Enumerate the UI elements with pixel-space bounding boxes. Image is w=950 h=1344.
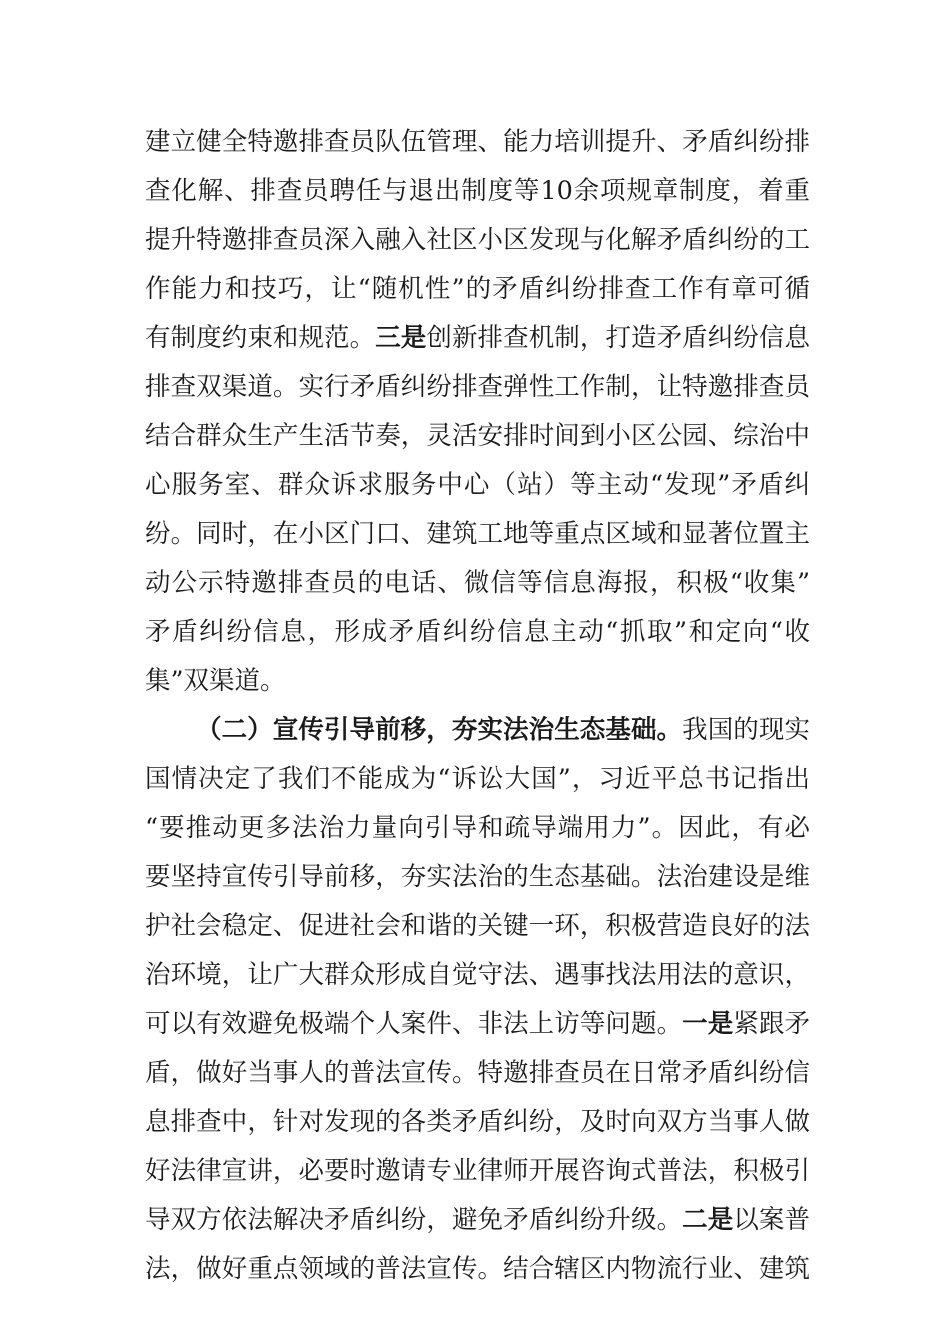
text-line — [145, 853, 810, 902]
text-segment: 纷。同时，在小区门口、建筑工地等重点区域和显著位置主 — [145, 519, 810, 549]
text-line — [145, 951, 810, 1000]
text-line — [145, 1245, 810, 1294]
text-line — [145, 216, 810, 265]
paragraph-heading-line — [145, 706, 810, 755]
text-line — [145, 804, 810, 853]
text-segment: 以案普 — [733, 1205, 810, 1235]
text-line — [145, 118, 810, 167]
document-body — [145, 118, 810, 1294]
text-line — [145, 510, 810, 559]
bold-text-segment: 一是 — [682, 1009, 734, 1039]
text-segment: 建立健全特邀排查员队伍管理、能力培训提升、矛盾纠纷排 — [145, 127, 810, 157]
bold-text-segment: （二）宣传引导前移，夯实法治生态基础。 — [196, 715, 683, 745]
text-segment: 紧跟矛 — [733, 1009, 810, 1039]
text-segment: 有制度约束和规范。 — [145, 323, 376, 353]
text-line — [145, 265, 810, 314]
text-segment: 创新排查机制，打造矛盾纠纷信息 — [426, 323, 810, 353]
text-segment: 息排查中，针对发现的各类矛盾纠纷，及时向双方当事人做 — [145, 1107, 810, 1137]
text-line — [145, 1098, 810, 1147]
text-segment: 结合群众生产生活节奏，灵活安排时间到小区公园、综治中 — [145, 421, 810, 451]
text-segment: 好法律宣讲，必要时邀请专业律师开展咨询式普法，积极引 — [145, 1156, 810, 1186]
text-segment: 国情决定了我们不能成为“诉讼大国”，习近平总书记指出 — [145, 764, 810, 794]
text-line — [145, 167, 810, 216]
text-segment: 提升特邀排查员深入融入社区小区发现与化解矛盾纠纷的工 — [145, 225, 810, 255]
text-segment: 动公示特邀排查员的电话、微信等信息海报，积极“收集” — [145, 568, 810, 598]
text-segment: 查化解、排查员聘任与退出制度等10余项规章制度，着重 — [145, 176, 810, 206]
text-segment: 要坚持宣传引导前移，夯实法治的生态基础。法治建设是维 — [145, 862, 810, 892]
bold-text-segment: 二是 — [682, 1205, 734, 1235]
text-line — [145, 755, 810, 804]
text-segment: 矛盾纠纷信息，形成矛盾纠纷信息主动“抓取”和定向“收 — [145, 617, 810, 647]
text-segment: 我国的现实 — [682, 715, 810, 745]
text-segment: 心服务室、群众诉求服务中心（站）等主动“发现”矛盾纠 — [145, 470, 810, 500]
text-segment: 盾，做好当事人的普法宣传。特邀排查员在日常矛盾纠纷信 — [145, 1058, 810, 1088]
text-line — [145, 1147, 810, 1196]
text-line — [145, 608, 810, 657]
text-segment: 可以有效避免极端个人案件、非法上访等问题。 — [145, 1009, 683, 1039]
text-line — [145, 902, 810, 951]
text-line — [145, 314, 810, 363]
text-line — [145, 461, 810, 510]
text-line — [145, 1049, 810, 1098]
bold-text-segment: 三是 — [375, 323, 427, 353]
text-segment: 治环境，让广大群众形成自觉守法、遇事找法用法的意识， — [145, 960, 810, 990]
text-segment: 作能力和技巧，让“随机性”的矛盾纠纷排查工作有章可循 — [145, 274, 810, 304]
text-segment: 法，做好重点领域的普法宣传。结合辖区内物流行业、建筑 — [145, 1254, 810, 1284]
text-segment: “要推动更多法治力量向引导和疏导端用力”。因此，有必 — [145, 813, 810, 843]
text-line — [145, 1196, 810, 1245]
text-segment: 排查双渠道。实行矛盾纠纷排查弹性工作制，让特邀排查员 — [145, 372, 810, 402]
text-segment: 导双方依法解决矛盾纠纷，避免矛盾纠纷升级。 — [145, 1205, 683, 1235]
text-segment: 护社会稳定、促进社会和谐的关键一环，积极营造良好的法 — [145, 911, 810, 941]
text-segment: 集”双渠道。 — [145, 666, 286, 696]
text-line — [145, 363, 810, 412]
text-line — [145, 1000, 810, 1049]
text-line — [145, 559, 810, 608]
text-line — [145, 412, 810, 461]
text-line — [145, 657, 810, 706]
